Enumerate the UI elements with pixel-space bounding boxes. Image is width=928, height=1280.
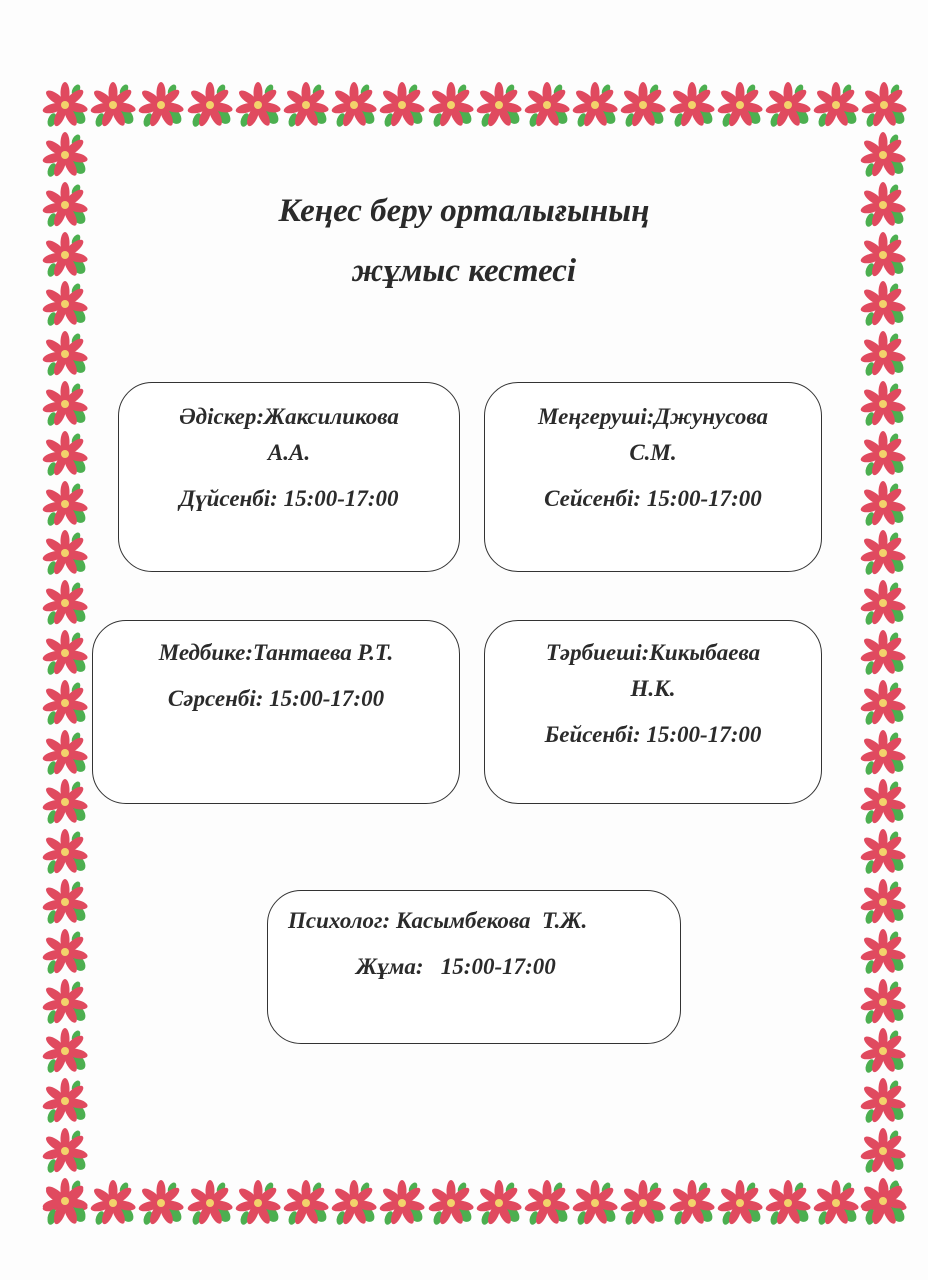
card-schedule: Сәрсенбі: 15:00-17:00 [167,686,385,711]
poinsettia-icon [860,1028,906,1074]
poinsettia-icon [138,1180,184,1226]
poinsettia-icon [860,132,906,178]
poinsettia-icon [620,1180,666,1226]
poinsettia-icon [813,82,859,128]
poinsettia-icon [42,381,88,427]
poinsettia-icon [90,1180,136,1226]
poinsettia-icon [717,82,763,128]
poinsettia-icon [476,82,522,128]
card-initials: А.А. [267,440,311,465]
schedule-card-nurse [92,620,460,804]
poinsettia-icon [187,1180,233,1226]
card-name: Психолог: Касымбекова Т.Ж. [288,908,588,933]
schedule-card-psychologist [267,890,681,1044]
poinsettia-icon [860,730,906,776]
poinsettia-icon [860,331,906,377]
poinsettia-icon [42,431,88,477]
poinsettia-icon [42,132,88,178]
poinsettia-icon [428,82,474,128]
poinsettia-icon [620,82,666,128]
poinsettia-icon [42,1078,88,1124]
poinsettia-icon [235,1180,281,1226]
card-schedule: Бейсенбі: 15:00-17:00 [544,722,762,747]
schedule-card-head [484,382,822,572]
poinsettia-icon [331,1180,377,1226]
poinsettia-icon [860,680,906,726]
poinsettia-icon [524,82,570,128]
poinsettia-icon [42,1128,88,1174]
poinsettia-icon [476,1180,522,1226]
poinsettia-icon [860,1178,906,1224]
poinsettia-icon [42,580,88,626]
poinsettia-icon [283,82,329,128]
poinsettia-icon [379,1180,425,1226]
card-name: Әдіскер:Жаксиликова [179,404,399,429]
poinsettia-icon [379,82,425,128]
poinsettia-icon [42,1178,88,1224]
poinsettia-icon [42,481,88,527]
poinsettia-icon [42,331,88,377]
card-initials: Н.К. [630,676,676,701]
poinsettia-icon [860,630,906,676]
poinsettia-icon [860,829,906,875]
poinsettia-icon [860,481,906,527]
card-schedule: Жұма: 15:00-17:00 [356,954,556,979]
poinsettia-icon [860,979,906,1025]
card-schedule: Сейсенбі: 15:00-17:00 [544,486,762,511]
card-schedule: Дүйсенбі: 15:00-17:00 [179,486,399,511]
poinsettia-icon [428,1180,474,1226]
schedule-card-methodist [118,382,460,572]
poinsettia-icon [42,1028,88,1074]
poinsettia-icon [860,929,906,975]
poinsettia-icon [42,730,88,776]
card-name: Медбике:Тантаева Р.Т. [158,640,394,665]
card-name: Тәрбиеші:Кикыбаева [545,640,761,665]
poinsettia-icon [42,979,88,1025]
poinsettia-icon [187,82,233,128]
page-title-line-1: Кеңес беру орталығының [278,193,650,229]
card-name: Меңгеруші:Джунусова [538,404,768,429]
poinsettia-icon [669,1180,715,1226]
poinsettia-icon [765,82,811,128]
poinsettia-icon [42,82,88,128]
poinsettia-icon [860,1128,906,1174]
poinsettia-icon [860,530,906,576]
poinsettia-icon [42,779,88,825]
poinsettia-icon [717,1180,763,1226]
card-initials: С.М. [629,440,677,465]
poinsettia-icon [860,879,906,925]
poinsettia-icon [235,82,281,128]
poinsettia-icon [42,829,88,875]
poinsettia-icon [331,82,377,128]
poinsettia-icon [42,879,88,925]
poinsettia-icon [572,82,618,128]
poinsettia-icon [138,82,184,128]
schedule-card-educator [484,620,822,804]
poinsettia-icon [524,1180,570,1226]
poinsettia-icon [860,779,906,825]
poinsettia-icon [860,580,906,626]
poinsettia-icon [42,929,88,975]
poinsettia-icon [42,680,88,726]
poinsettia-icon [669,82,715,128]
poinsettia-icon [860,381,906,427]
poinsettia-icon [765,1180,811,1226]
poinsettia-icon [861,82,907,128]
poinsettia-icon [283,1180,329,1226]
poinsettia-icon [572,1180,618,1226]
poinsettia-icon [42,530,88,576]
poinsettia-icon [42,630,88,676]
poinsettia-icon [860,1078,906,1124]
page-title-line-2: жұмыс кестесі [351,253,577,289]
poinsettia-icon [813,1180,859,1226]
poinsettia-icon [860,431,906,477]
poinsettia-icon [90,82,136,128]
